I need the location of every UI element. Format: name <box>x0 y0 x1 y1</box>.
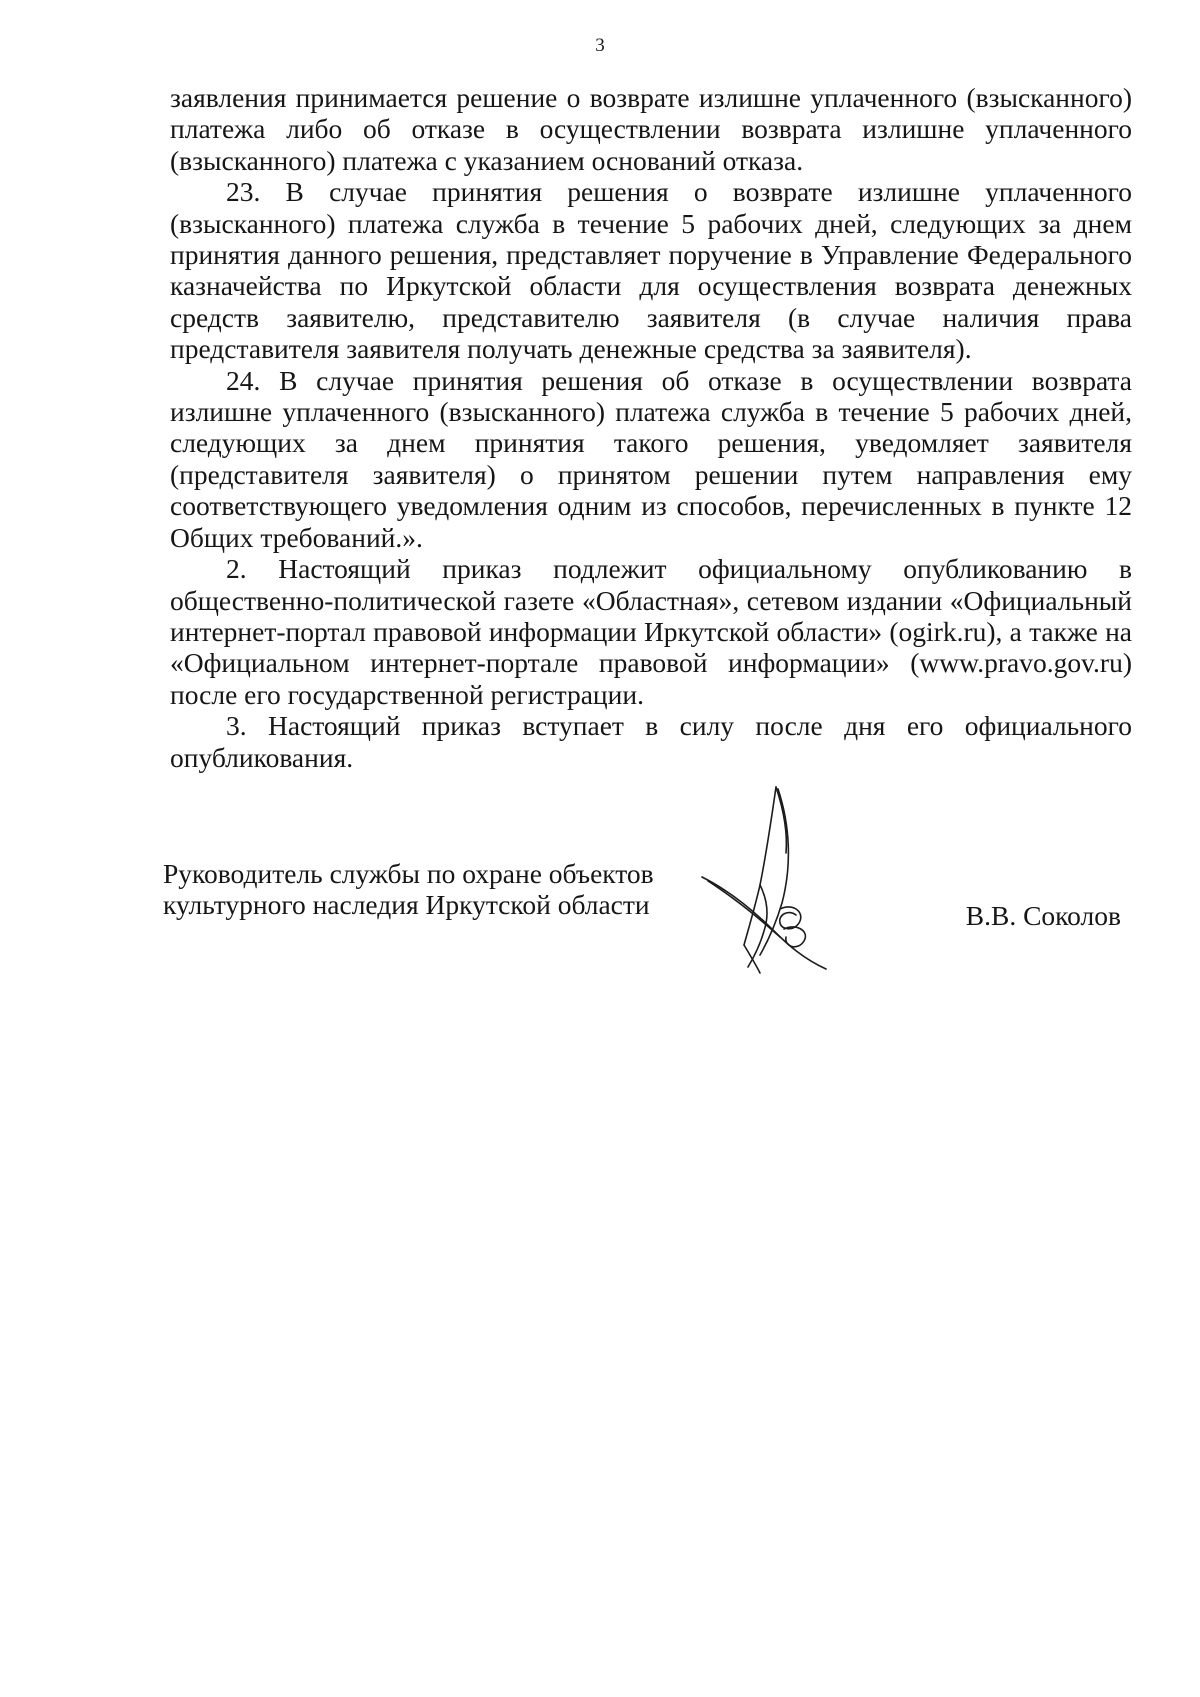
signatory-position-line-1: Руководитель службы по охране объектов <box>163 858 654 889</box>
page-number: 3 <box>595 35 605 56</box>
signatory-position <box>163 858 703 921</box>
signatory-name: В.В. Соколов <box>965 900 1121 931</box>
document-body <box>170 82 1132 773</box>
paragraph-item-23: 23. В случае принятия решения о возврате излишне уплаченного (взысканного) платежа служба в течение 5 рабочих дней, следующих за днем принятия данного решения, представляет поручение в Управление Федерального казначейства по Иркутской области для осуществления возврата денежных средств заявителю, представителю заявителя (в случае наличия права представителя заявителя получать денежные средства за заявителя). <box>170 176 1132 365</box>
paragraph-clause-2: 2. Настоящий приказ подлежит официальному опубликованию в общественно-политической газете «Областная», сетевом издании «Официальный интернет-портал правовой информации Иркутской области» (ogirk.ru), а также на «Официальном интернет-портале правовой информации» (www.pravo.gov.ru) после его государственной регистрации. <box>170 553 1132 710</box>
signatory-position-line-2: культурного наследия Иркутской области <box>163 889 650 921</box>
signature-block <box>163 858 1133 978</box>
paragraph-clause-3: 3. Настоящий приказ вступает в силу после дня его официального опубликования. <box>170 710 1132 773</box>
paragraph-item-24: 24. В случае принятия решения об отказе в осуществлении возврата излишне уплаченного (взысканного) платежа служба в течение 5 рабочих дней, следующих за днем принятия такого решения, уведомляет заявителя (представителя заявителя) о принятом решении путем направления ему соответствующего уведомления одним из способов, перечисленных в пункте 12 Общих требований.». <box>170 364 1132 553</box>
paragraph-continuation: заявления принимается решение о возврате излишне уплаченного (взысканного) платежа либо об отказе в осуществлении возврата излишне уплаченного (взысканного) платежа с указанием оснований отказа. <box>170 82 1132 176</box>
handwritten-signature-icon <box>700 785 840 975</box>
